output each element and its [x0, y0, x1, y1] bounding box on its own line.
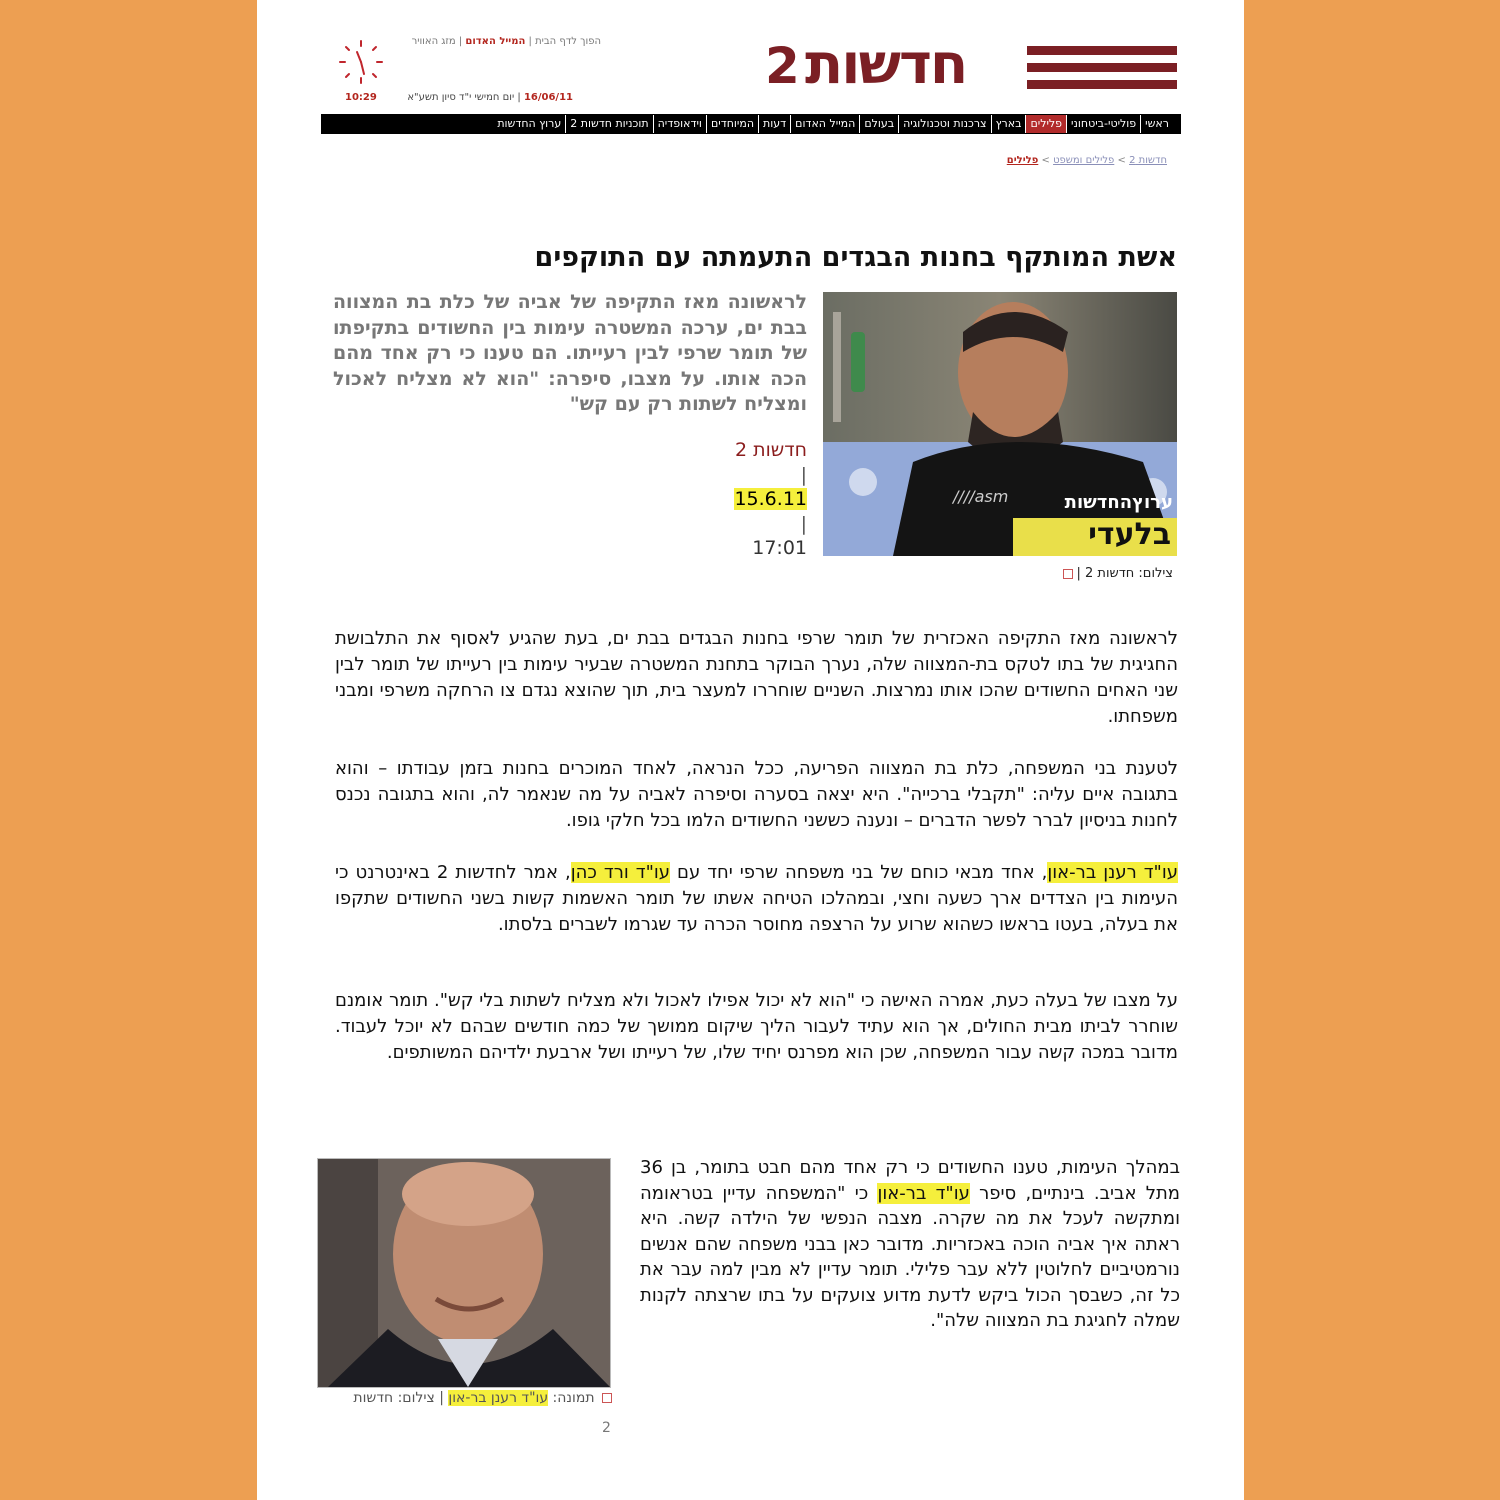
- nav-item[interactable]: ראשי: [1140, 115, 1173, 133]
- lawyer-name-link[interactable]: עו"ד בר-און: [877, 1182, 970, 1204]
- nav-item[interactable]: ערוץ החדשות: [497, 117, 562, 130]
- breadcrumb-sep: >: [1117, 155, 1126, 166]
- breadcrumb-sep: >: [1041, 155, 1050, 166]
- portrait-caption-credit: | צילום: חדשות: [353, 1390, 444, 1406]
- hospital-photo[interactable]: [823, 292, 1177, 556]
- logo-text[interactable]: חדשות: [805, 32, 967, 97]
- paragraph-5-text: במהלך העימות, טענו החשודים כי רק אחד מהם חבט בתומר, בן 36 מתל אביב. בינתיים, סיפר: [640, 1157, 1180, 1204]
- meta-separator: |: [800, 463, 807, 486]
- red-mail-link[interactable]: המייל האדום: [465, 36, 526, 47]
- portrait-caption-name[interactable]: עו"ד רענן בר-און: [448, 1390, 549, 1406]
- overlay-channel: ערוץהחדשות: [1064, 492, 1173, 513]
- article-title: אשת המותקף בחנות הבגדים התעמתה עם התוקפים: [534, 242, 1177, 273]
- paragraph-4: על מצבו של בעלה כעת, אמרה האישה כי "הוא לא יכול אפילו לאכול ולא מצליח לשתות בלי קש". תומר אומנם שוחרר לביתו מבית החולים, אך הוא עתיד לעבור הליך שיקום ממושך של כמה חודשים שבהם לא יוכל לעבוד. מדובר במכה קשה עבור המשפחה, שכן הוא מפרנס יחיד שלו, של רעייתו ושל ארבעת ילדיהם המשותפים.: [335, 990, 1178, 1063]
- lawyer-portrait-image: [318, 1159, 610, 1387]
- nav-item[interactable]: בארץ: [991, 115, 1026, 133]
- svg-text:////asm: ////asm: [953, 487, 1009, 506]
- paragraph-5: [640, 1155, 1180, 1334]
- hebrew-date: יום חמישי י"ד סיון תשע"א: [407, 92, 515, 103]
- logo-stripe: [1027, 80, 1177, 89]
- nav-item[interactable]: תוכניות חדשות 2: [565, 115, 652, 133]
- utility-links: הפוך לדף הבית | המייל האדום | מזג האוויר: [411, 36, 601, 47]
- article-date: 15.6.11: [734, 488, 807, 510]
- enlarge-icon[interactable]: [1063, 569, 1073, 579]
- clock-time: 10:29: [345, 92, 377, 103]
- logo-stripe: [1027, 46, 1177, 55]
- nav-item[interactable]: וידאופדיה: [653, 115, 706, 133]
- article-source[interactable]: חדשות 2: [734, 439, 807, 461]
- enlarge-icon[interactable]: [602, 1393, 612, 1403]
- photo-caption: [997, 566, 1173, 581]
- paragraph-2: לטענת בני המשפחה, כלת בת המצווה הפריעה, ככל הנראה, לאחד המוכרים בחנות בזמן עבודתו – והוא בתגובה איים עליה: "תקבלי ברכייה". היא יצאה בסערה וסיפרה לאביה על מה שנאמר לה, והוא בתגובה נכנס לחנות בניסיון לברר לפשר הדברים – ונענה כששני החשודים הלמו בכל חלקי גופו.: [335, 758, 1178, 831]
- nav-item[interactable]: המייל האדום: [790, 115, 859, 133]
- portrait-caption: [321, 1390, 615, 1406]
- overlay-exclusive: בלעדי: [1088, 517, 1171, 552]
- nav-item[interactable]: המיוחדים: [706, 115, 758, 133]
- portrait-caption-label: תמונה:: [552, 1390, 595, 1406]
- breadcrumb: [957, 155, 1167, 166]
- nav-item[interactable]: פוליטי-ביטחוני: [1066, 115, 1140, 133]
- photo-caption-text: צילום: חדשות 2 |: [1076, 566, 1173, 581]
- gregorian-date: 16/06/11: [523, 92, 573, 103]
- weather-link[interactable]: מזג האוויר: [411, 36, 456, 47]
- scanned-page: [257, 0, 1244, 1500]
- logo-stripe: [1027, 63, 1177, 72]
- dateline: 16/06/11 | יום חמישי י"ד סיון תשע"א: [407, 92, 573, 103]
- lawyer-name-link[interactable]: עו"ד רענן בר-און: [1047, 862, 1179, 883]
- article-time: 17:01: [752, 537, 807, 559]
- nav-item[interactable]: צרכנות וטכנולוגיה: [898, 115, 990, 133]
- breadcrumb-section[interactable]: פלילים ומשפט: [1053, 155, 1115, 166]
- lawyer-name-link[interactable]: עו"ד ורד כהן: [570, 862, 671, 883]
- nav-item[interactable]: דעות: [758, 115, 790, 133]
- logo-number: 2: [765, 37, 800, 95]
- main-nav: [321, 114, 1181, 134]
- home-link[interactable]: הפוך לדף הבית: [535, 36, 601, 47]
- paragraph-3-text: , אחד מבאי כוחם של בני משפחה שרפי יחד עם: [670, 862, 1048, 883]
- breadcrumb-home[interactable]: חדשות 2: [1129, 155, 1167, 166]
- article-meta: [677, 438, 807, 561]
- breadcrumb-current[interactable]: פלילים: [1006, 155, 1039, 166]
- nav-item[interactable]: בעולם: [859, 115, 898, 133]
- paragraph-3: [335, 860, 1178, 938]
- page-number: 2: [602, 1420, 611, 1436]
- nav-item[interactable]: פלילים: [1025, 115, 1066, 133]
- paragraph-3-text: , אמר לחדשות 2 באינטרנט כי העימות בין הצדדים ארך כשעה וחצי, ובמהלכו הטיחה אשתו של תומר האשמות קשות בשני החשודים שתקפו את בעלה, בעטו בראשו כשהוא שרוע על הרצפה מחוסר הכרה עד שגרמו לשברים בלסתו.: [335, 862, 1178, 935]
- article-lead: לראשונה מאז התקיפה של אביה של כלת בת המצווה בבת ים, ערכה המשטרה עימות בין החשודים בתקיפתו של תומר שרפי לבין רעייתו. הם טענו כי רק אחד מהם הכה אותו. על מצבו, סיפרה: "הוא לא מצליח לאכול ומצליח לשתות רק עם קש": [333, 291, 807, 415]
- paragraph-5-text: כי "המשפחה עדיין בטראומה ומתקשה לעכל את מה שקרה. מצבה הנפשי של הילדה קשה. היא ראתה איך אביה הוכה באכזריות. מדובר כאן בבני משפחה שהם אנשים נורמטיביים לחלוטין ללא עבר פלילי. תומר עדיין לא מבין למה עבר את כל זה, כשבסך הכול ביקש לדעת מדוע צועקים על בתו שרצתה לקנות שמלה לחגיגת בת המצווה שלה".: [640, 1182, 1180, 1331]
- clock-icon: [337, 38, 385, 86]
- paragraph-1: לראשונה מאז התקיפה האכזרית של תומר שרפי בחנות הבגדים בבת ים, בעת שהגיע לאסוף את התלבושת החגיגית של בתו לטקס בת-המצווה שלה, נערך הבוקר בתחנת המשטרה שבעיר עימות בין רעייתו של תומר לבין שני האחים החשודים שהכו אותו נמרצות. השניים שוחררו למעצר בית, תוך שהוצא נגדם צו הרחקה משרפי ומבני משפחתו.: [335, 628, 1178, 727]
- lawyer-portrait[interactable]: [317, 1158, 611, 1388]
- meta-separator: |: [800, 512, 807, 535]
